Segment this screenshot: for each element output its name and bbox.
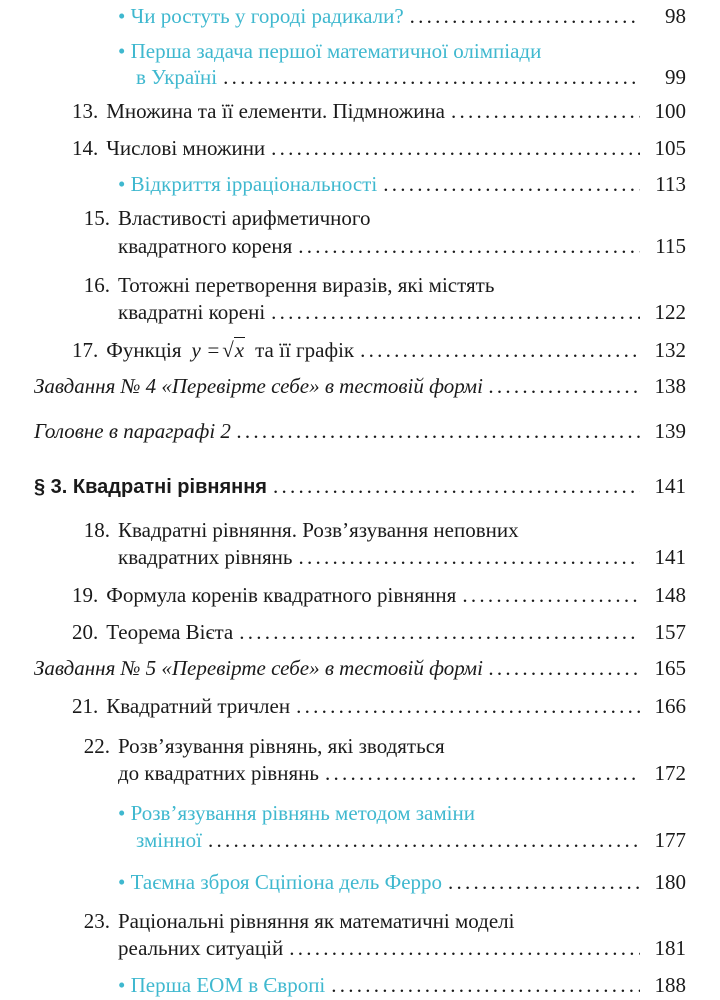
toc-entry-number: 14. [72, 136, 99, 160]
leader-dots [271, 135, 640, 161]
toc-entry [34, 418, 686, 444]
toc-entry-title: до квадратних рівнянь [118, 761, 319, 785]
leader-dots [448, 869, 640, 895]
toc-entry-number: 17. [72, 338, 99, 362]
toc-entry-title: Функція [106, 338, 182, 362]
toc-page-number: 105 [654, 136, 686, 160]
toc-page-number: 122 [654, 300, 686, 324]
leader-dots [208, 827, 640, 853]
leader-dots [273, 473, 640, 499]
toc-entry-title: Числові множини [106, 136, 266, 160]
toc-page-number: 98 [665, 4, 686, 28]
leader-dots [489, 373, 640, 399]
toc-entry [72, 337, 686, 363]
toc-page-number: 166 [654, 694, 686, 718]
toc-entry [72, 582, 686, 608]
toc-entry-title: Теорема Вієта [106, 620, 234, 644]
toc-page-number: 138 [654, 374, 686, 398]
leader-dots [289, 935, 640, 961]
toc-entry-number: 16. [83, 273, 110, 297]
toc-entry [72, 517, 519, 543]
toc-page-number: 181 [654, 936, 686, 960]
toc-entry-title: Формула коренів квадратного рівняння [106, 583, 457, 607]
toc-entry-number: 15. [83, 206, 110, 230]
toc-entry [118, 233, 686, 259]
toc-entry-number: 23. [83, 909, 110, 933]
leader-dots [223, 64, 640, 90]
toc-entry [34, 373, 686, 399]
toc-entry-title: • Перша задача першої математичної олімпіади [118, 39, 542, 63]
leader-dots [462, 582, 640, 608]
toc-entry-number: 18. [83, 518, 110, 542]
toc-entry-title: Множина та її елементи. Підмножина [106, 99, 445, 123]
toc-entry-title: Раціональні рівняння як математичні моделі [118, 909, 515, 933]
section-title: § 3. Квадратні рівняння [34, 476, 267, 498]
math-expression: y = [191, 338, 221, 362]
toc-entry [72, 272, 494, 298]
toc-page-number: 157 [654, 620, 686, 644]
toc-entry [34, 655, 686, 681]
toc-entry-title: змінної [136, 828, 202, 852]
toc-entry [118, 869, 686, 895]
leader-dots [296, 693, 640, 719]
toc-entry [118, 760, 686, 786]
toc-entry-title: квадратних рівнянь [118, 545, 293, 569]
toc-entry [118, 171, 686, 197]
toc-entry [118, 299, 686, 325]
toc-entry [72, 205, 371, 231]
toc-entry [136, 64, 686, 90]
toc-entry-title: Квадратний тричлен [106, 694, 291, 718]
toc-page-number: 139 [654, 419, 686, 443]
toc-page-number: 148 [654, 583, 686, 607]
toc-entry [72, 98, 686, 124]
leader-dots [239, 619, 640, 645]
leader-dots [360, 337, 640, 363]
toc-entry-number: 13. [72, 99, 99, 123]
toc-entry [118, 544, 686, 570]
toc-entry-title: Властивості арифметичного [118, 206, 371, 230]
toc-page-number: 115 [655, 234, 686, 258]
toc-entry-title: та її графік [255, 338, 355, 362]
toc-entry-title: квадратні корені [118, 300, 266, 324]
leader-dots [489, 655, 640, 681]
toc-entry-title: • Розв’язування рівнянь методом заміни [118, 801, 475, 825]
toc-entry [72, 135, 686, 161]
toc-entry [72, 693, 686, 719]
leader-dots [410, 3, 640, 29]
toc-page-number: 100 [654, 99, 686, 123]
toc-page-number: 165 [654, 656, 686, 680]
leader-dots [451, 98, 640, 124]
toc-page-number: 172 [654, 761, 686, 785]
toc-page-number: 132 [654, 338, 686, 362]
toc-page-number: 188 [654, 973, 686, 997]
leader-dots [237, 418, 640, 444]
toc-entry-title: Завдання № 4 «Перевірте себе» в тестовій формі [34, 374, 483, 398]
toc-entry [72, 733, 445, 759]
toc-entry-title: • Таємна зброя Сціпіона дель Ферро [118, 870, 443, 894]
toc-entry-title: в Україні [136, 65, 218, 89]
leader-dots [299, 544, 641, 570]
toc-entry-title: Завдання № 5 «Перевірте себе» в тестовій формі [34, 656, 483, 680]
toc-entry-number: 21. [72, 694, 99, 718]
leader-dots [298, 233, 640, 259]
toc-entry-title: Розв’язування рівнянь, які зводяться [118, 734, 445, 758]
leader-dots [383, 171, 640, 197]
toc-entry-title: • Чи ростуть у городі радикали? [118, 4, 404, 28]
toc-entry-title: реальних ситуацій [118, 936, 284, 960]
sqrt-symbol: √x [222, 338, 245, 362]
toc-entry [118, 935, 686, 961]
section-heading [34, 473, 686, 500]
toc-entry-title: квадратного кореня [118, 234, 293, 258]
toc-entry-title: Тотожні перетворення виразів, які містять [118, 273, 495, 297]
toc-page-number: 141 [654, 474, 686, 498]
toc-page-number: 141 [654, 545, 686, 569]
toc-entry [136, 827, 686, 853]
toc-entry-number: 22. [83, 734, 110, 758]
leader-dots [271, 299, 640, 325]
toc-page-number: 180 [654, 870, 686, 894]
toc-entry-title: Квадратні рівняння. Розв’язування неповних [118, 518, 519, 542]
toc-entry-title: • Перша ЕОМ в Європі [118, 973, 326, 997]
leader-dots [325, 760, 640, 786]
toc-entry-title: Головне в параграфі 2 [34, 419, 231, 443]
toc-page-number: 177 [654, 828, 686, 852]
toc-entry-number: 20. [72, 620, 99, 644]
toc-entry-number: 19. [72, 583, 99, 607]
toc-page-number: 99 [665, 65, 686, 89]
toc-entry [118, 3, 686, 29]
toc-page-number: 113 [655, 172, 686, 196]
toc-entry [72, 619, 686, 645]
toc-entry [118, 972, 686, 998]
toc-entry [72, 908, 515, 934]
toc-entry-title: • Відкриття ірраціональності [118, 172, 378, 196]
leader-dots [331, 972, 640, 998]
